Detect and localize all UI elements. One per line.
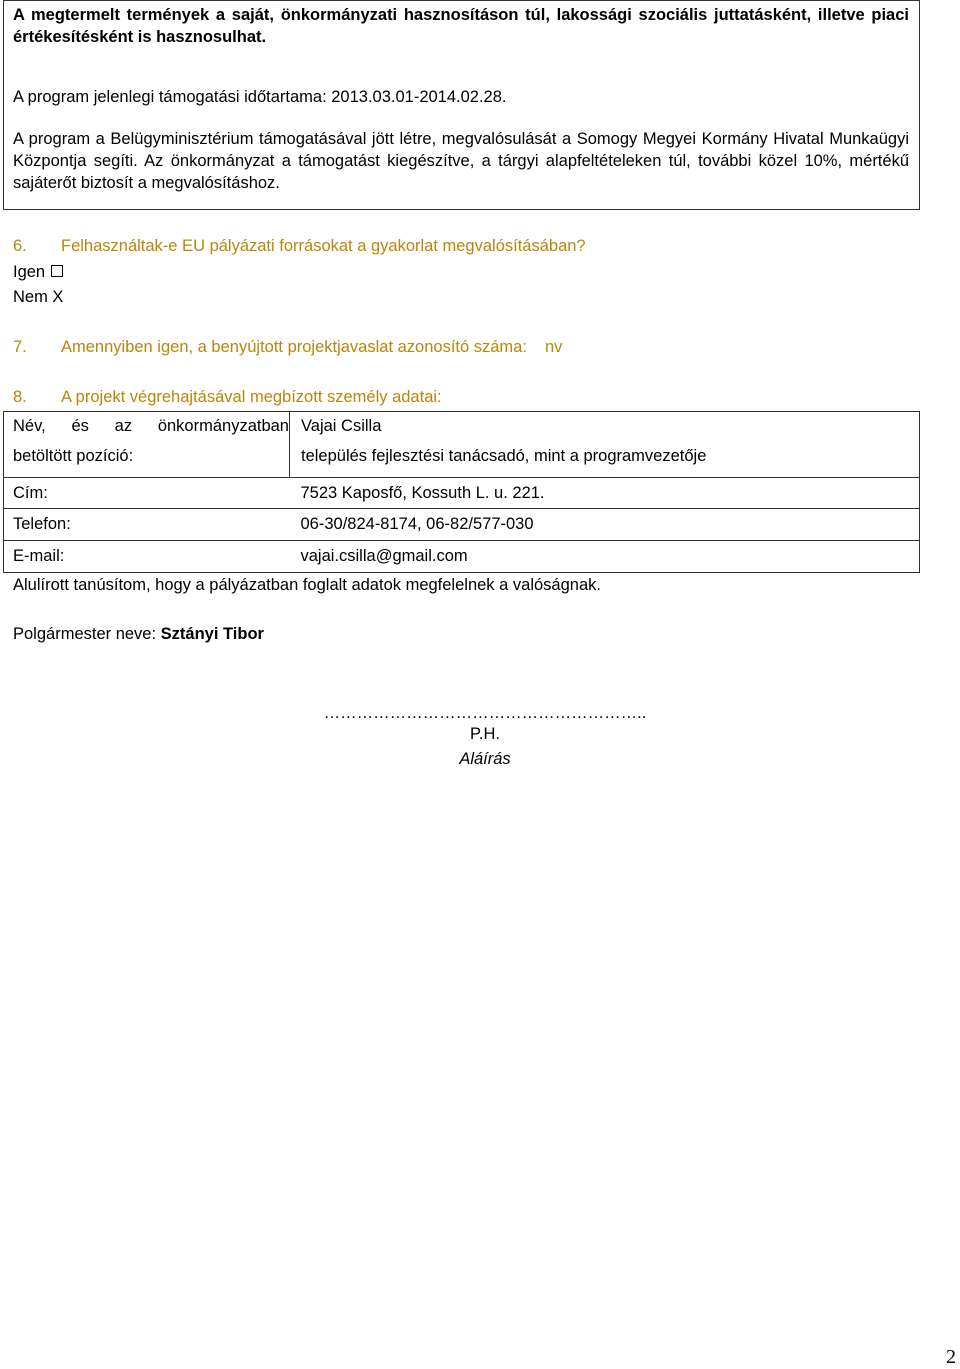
question-8-text: A projekt végrehajtásával megbízott személy adatai: [61, 388, 442, 406]
email-value: vajai.csilla@gmail.com [290, 541, 920, 573]
address-label: Cím: [4, 478, 290, 509]
address-row [4, 478, 920, 509]
mayor-line [13, 625, 264, 644]
question-6-number: 6. [13, 237, 27, 255]
person-name: Vajai Csilla [301, 417, 382, 435]
person-table [3, 411, 920, 573]
question-6 [13, 237, 586, 256]
signature-line: ………………………………………………….. [323, 704, 647, 722]
question-8 [13, 388, 442, 407]
name-label-line-1: Név, és az önkormányzatban [13, 417, 289, 435]
email-row [4, 541, 920, 573]
question-7 [13, 338, 562, 357]
person-position: település fejlesztési tanácsadó, mint a programvezetője [301, 447, 707, 465]
signature-label: Aláírás [459, 750, 511, 768]
checkbox-empty-icon[interactable] [51, 265, 63, 277]
option-yes-label: Igen [13, 263, 46, 281]
option-no-label: Nem X [13, 288, 64, 306]
question-7-number: 7. [13, 338, 27, 356]
intro-text: A megtermelt termények a saját, önkormányzati hasznosításon túl, lakossági szociális juttatásként, illetve piaci értékesítésként is hasznosulhat. [13, 6, 909, 46]
mayor-label: Polgármester neve: [13, 625, 161, 643]
phone-value: 06-30/824-8174, 06-82/577-030 [290, 509, 920, 541]
email-label: E-mail: [4, 541, 290, 573]
name-label-line-2: betöltött pozíció: [13, 447, 134, 465]
question-7-text: Amennyiben igen, a benyújtott projektjavaslat azonosító száma: [61, 338, 527, 356]
phone-row [4, 509, 920, 541]
summary-box [3, 0, 920, 210]
ph-stamp-label: P.H. [470, 725, 500, 743]
question-6-text: Felhasználtak-e EU pályázati forrásokat a gyakorlat megvalósításában? [61, 237, 586, 255]
period-text: A program jelenlegi támogatási időtartama: 2013.03.01-2014.02.28. [13, 88, 507, 106]
option-yes [13, 263, 63, 282]
question-7-answer: nv [544, 338, 563, 356]
question-8-number: 8. [13, 388, 27, 406]
address-value: 7523 Kaposfő, Kossuth L. u. 221. [290, 478, 920, 509]
name-label-cell [4, 412, 290, 478]
name-value-cell [290, 412, 920, 478]
declaration-text: Alulírott tanúsítom, hogy a pályázatban foglalt adatok megfelelnek a valóságnak. [13, 576, 601, 594]
mayor-name: Sztányi Tibor [160, 625, 264, 643]
phone-label: Telefon: [4, 509, 290, 541]
person-name-row [4, 412, 920, 478]
support-text: A program a Belügyminisztérium támogatásával jött létre, megvalósulását a Somogy Megyei Kormány Hivatal Munkaügyi Központja segíti. Az önkormányzat a támogatást kiegészítve, a tárgyi alapfeltételeken túl, további közel 10%, mértékű sajáterőt biztosít a megvalósításhoz. [13, 130, 909, 192]
option-no [13, 288, 63, 307]
page-number: 2 [946, 1346, 956, 1368]
